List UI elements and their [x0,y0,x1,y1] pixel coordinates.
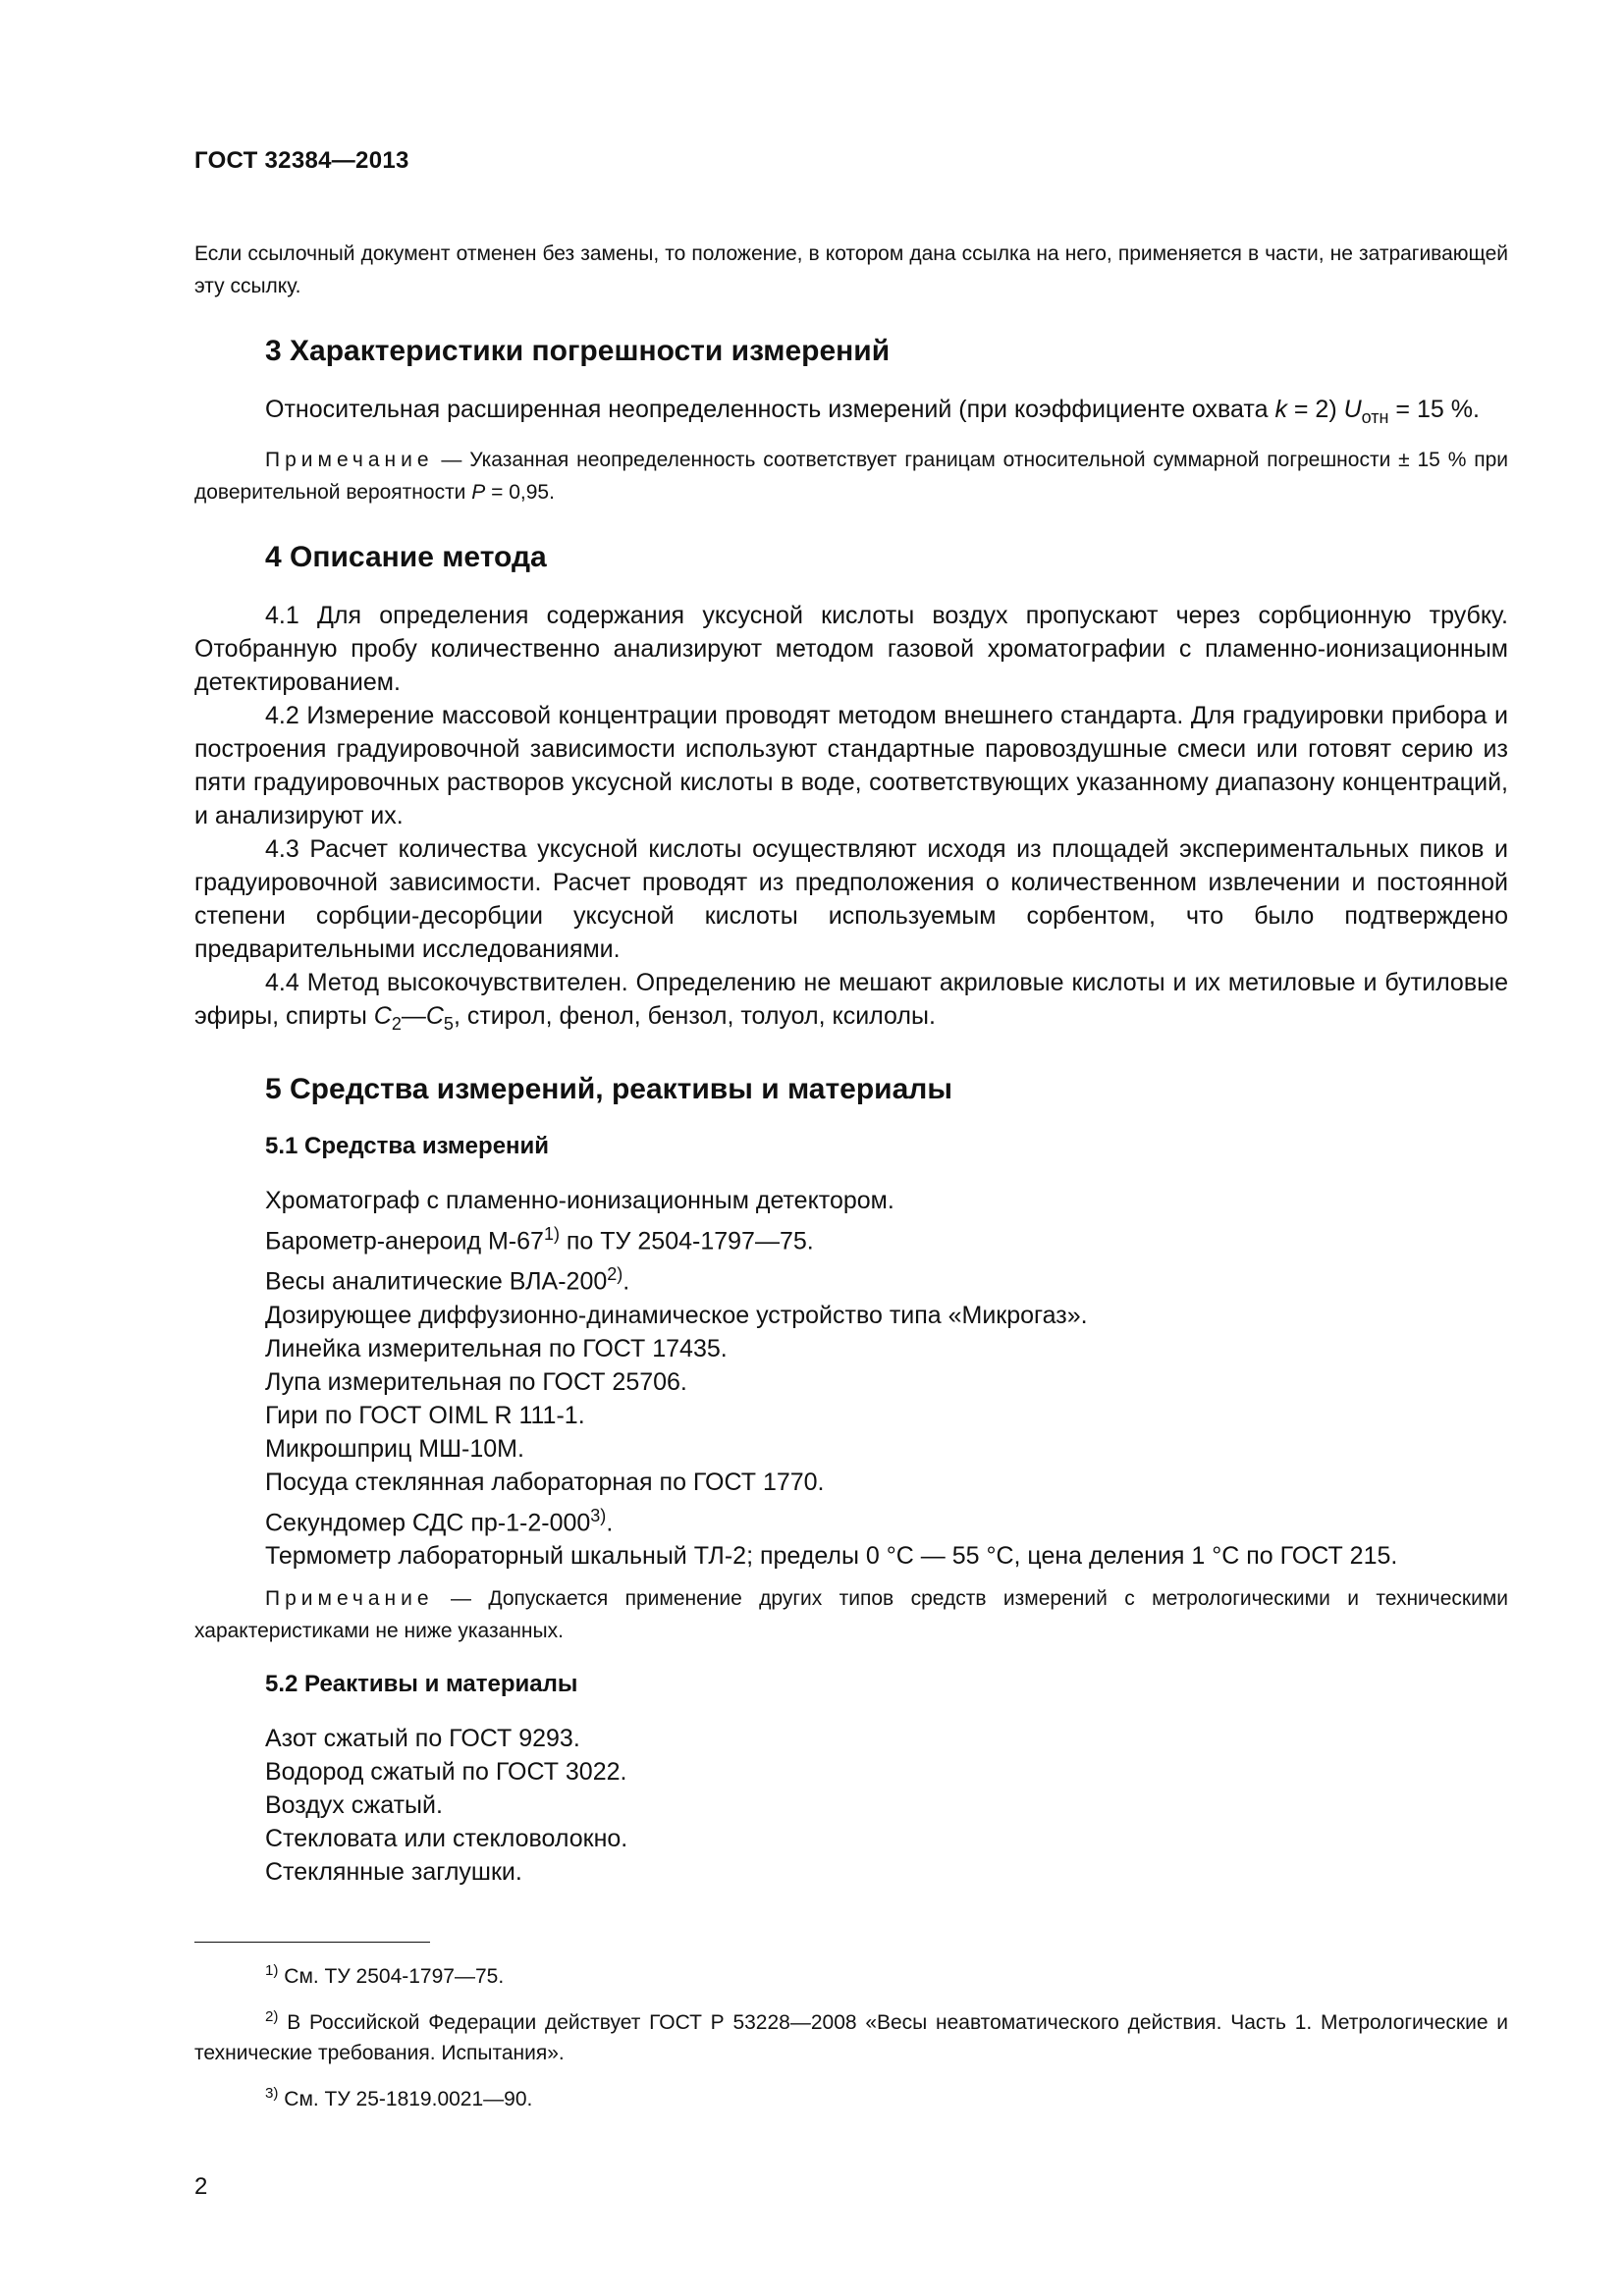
item-text: Микрошприц МШ-10М. [265,1434,524,1463]
footnote-text: В Российской Федерации действует ГОСТ Р 53228—2008 «Весы неавтоматического действия. Часть 1. Метрологические и технические требования. Испытания». [194,2011,1508,2064]
text-run: = 2) [1286,396,1344,423]
subscript: 5 [443,1014,454,1034]
footnote-mark: 2) [265,2008,279,2025]
item-text: . [606,1508,614,1536]
item-text: Весы аналитические ВЛА-200 [265,1267,608,1296]
footnote [194,1955,1508,1992]
reagents-list [265,1722,1508,1889]
item-text: Дозирующее диффузионно-динамическое устройство типа «Микрогаз». [265,1301,1088,1329]
list-item: Водород сжатый по ГОСТ 3022. [265,1757,627,1786]
list-item [265,1299,1508,1332]
list-item [265,1184,1508,1217]
text-run: , стирол, фенол, бензол, толуол, ксилолы. [453,1002,936,1030]
footnotes [194,1955,1508,2124]
list-item [265,1539,1508,1573]
list-item [265,1257,1508,1298]
text-run: — Указанная неопределенность соответствует границам относительной суммарной погрешности ± 15 % при доверительной вероятности [194,449,1508,504]
list-item [265,1217,1508,1257]
item-text: Линейка измерительная по ГОСТ 17435. [265,1334,728,1362]
item-text: Барометр-анероид М-67 [265,1227,544,1255]
variable-u: U [1343,396,1362,423]
list-item: Азот сжатый по ГОСТ 9293. [265,1724,580,1752]
subsection-5-1-title: 5.1 Средства измерений [265,1133,550,1159]
variable-p: P [471,481,486,504]
text-run: — [401,1002,426,1030]
list-item [265,1499,1508,1539]
list-item [265,1332,1508,1365]
footnote [194,2078,1508,2114]
section-4-title: 4 Описание метода [265,541,547,573]
footnote-ref: 1) [543,1224,560,1244]
page-number: 2 [194,2173,208,2200]
footnote-text: См. ТУ 2504-1797—75. [278,1965,505,1988]
list-item: Стеклянные заглушки. [265,1857,522,1886]
list-item [265,1399,1508,1432]
section-3-title: 3 Характеристики погрешности измерений [265,335,891,367]
note-label: Примечание [265,449,434,471]
document-code-header: ГОСТ 32384—2013 [194,147,409,174]
section-5-title: 5 Средства измерений, реактивы и материалы [265,1073,952,1105]
subscript: 2 [391,1014,402,1034]
list-item [265,1365,1508,1399]
paragraph-4-1: 4.1 Для определения содержания уксусной кислоты воздух пропускают через сорбционную трубку. Отобранную пробу количественно анализируют методом газовой хроматографии с пламенно-ионизационным детектированием. [194,602,1508,696]
item-text: Хроматограф с пламенно-ионизационным детектором. [265,1187,894,1214]
variable-c: C [425,1002,444,1030]
item-text: . [623,1267,630,1296]
item-text: по ТУ 2504-1797—75. [559,1227,814,1255]
intro-paragraph: Если ссылочный документ отменен без замены, то положение, в котором дана ссылка на него, применяется в части, не затрагивающей эту ссылку. [194,242,1508,297]
footnote-ref: 2) [607,1264,623,1285]
subsection-5-2-title: 5.2 Реактивы и материалы [265,1670,578,1697]
note-label: Примечание [265,1586,434,1610]
document-page [194,147,1508,1889]
paragraph-4-2: 4.2 Измерение массовой концентрации проводят методом внешнего стандарта. Для градуировки прибора и построения градуировочной зависимости используют стандартные паровоздушные смеси или готовят серию из пяти градуировочных растворов уксусной кислоты в воде, соответствующих указанному диапазону концентраций, и анализируют их. [194,702,1508,829]
footnote [194,2002,1508,2068]
variable-k: k [1274,396,1287,423]
item-text: Гири по ГОСТ OIML R 111-1. [265,1401,585,1429]
footnote-text: См. ТУ 25-1819.0021—90. [278,2088,533,2110]
list-item: Стекловата или стекловолокно. [265,1824,628,1852]
section-5-1-note [194,1582,1508,1647]
list-item: Воздух сжатый. [265,1790,443,1819]
subscript-otn: отн [1361,407,1389,427]
list-item [265,1466,1508,1499]
list-item [265,1432,1508,1466]
item-text: Посуда стеклянная лабораторная по ГОСТ 1770. [265,1468,825,1496]
section-3-note [194,444,1508,508]
item-text: Секундомер СДС пр-1-2-000 [265,1508,591,1536]
footnote-mark: 3) [265,2085,279,2102]
paragraph-4-3: 4.3 Расчет количества уксусной кислоты осуществляют исходя из площадей экспериментальных пиков и градуировочной зависимости. Расчет проводят из предположения о количественном извлечении и постоянной степени сорбции-десорбции уксусной кислоты используемым сорбентом, что было подтверждено предварительными исследованиями. [194,835,1508,963]
text-run: Относительная расширенная неопределенность измерений (при коэффициенте охвата [265,396,1275,423]
item-text: Термометр лабораторный шкальный ТЛ-2; пределы 0 °С — 55 °С, цена деления 1 °С по ГОСТ 215. [265,1541,1398,1570]
paragraph-4-4 [194,966,1508,1041]
footnote-separator [194,1942,430,1943]
section-3-paragraph [194,393,1508,434]
text-run: 4.4 Метод высокочувствителен. Определению не мешают акриловые кислоты и их метиловые и бутиловые эфиры, спирты [194,969,1508,1030]
text-run: = 15 %. [1388,396,1480,423]
footnote-mark: 1) [265,1962,279,1979]
item-text: Лупа измерительная по ГОСТ 25706. [265,1367,687,1396]
variable-c: C [373,1002,392,1030]
text-run: = 0,95. [485,481,555,504]
footnote-ref: 3) [590,1505,607,1525]
instruments-list [265,1184,1508,1573]
text-run: — Допускается применение других типов средств измерений с метрологическими и техническими характеристиками не ниже указанных. [194,1586,1508,1642]
